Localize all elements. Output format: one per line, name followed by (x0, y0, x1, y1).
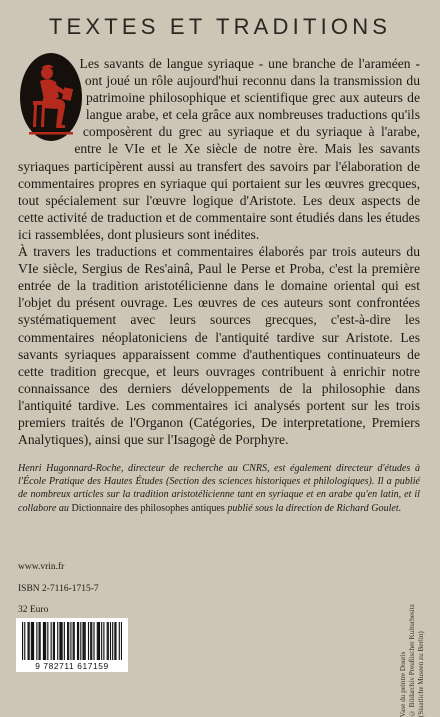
series-title: TEXTES ET TRADITIONS (48, 14, 392, 39)
author-biography (18, 462, 420, 515)
barcode-bars (22, 622, 122, 660)
author-bio-text: Henri Hugonnard-Roche, directeur de recherche au CNRS, est également directeur d'études à l'École Pratique des Hautes Études (Section des sciences historiques et philologiques). Il a publié de nombreux articles sur la tradition aristotélicienne tant en syriaque et en arabe qu'en latin, et il collabore au (18, 463, 420, 514)
credit-line-2: © Bildarchiv Preußischer Kulturbesitz (408, 604, 416, 717)
publisher-website: www.vrin.fr (18, 562, 65, 572)
dictionary-title: Dictionnaire des philosophes antiques (71, 502, 225, 514)
credit-line-3: (Staatliche Museen zu Berlin) (417, 631, 425, 717)
image-credit (399, 604, 440, 717)
description-paragraph-2: À travers les traductions et commentaires élaborés par trois auteurs du VIe siècle, Sergius de Res'ainâ, Paul le Perse et Proba, c'est la première entrée de la tradition aristotélicienne dans le domaine oriental qui est l'objet du présent ouvrage. Les œuvres de ces auteurs sont confrontées systématiquement avec leurs sources grecques, c'est-à-dire les commentaires néoplatoniciens de l'antiquité tardive sur Aristote. Les savants syriaques apparaissent comme d'authentiques continuateurs de cette tradition grecque, et leurs ouvrages contribuent à enrichir notre connaissance des derniers développements de la philosophie dans l'antiquité tardive. Les commentaires ici analysés portent sur les trois premiers traités de l'Organon (Catégories, De interpretatione, Premiers Analytiques), ainsi que sur l'Isagogè de Porphyre. (18, 244, 420, 448)
barcode (16, 618, 128, 672)
price: 32 Euro (18, 605, 49, 615)
isbn: ISBN 2-7116-1715-7 (18, 584, 99, 594)
credit-line-1: Vase du peintre Douris (399, 651, 407, 717)
barcode-digits: 9 782711 617159 (35, 661, 109, 671)
description-paragraph-1: Les savants de langue syriaque - une branche de l'araméen - ont joué un rôle aujourd'hui reconnu dans la transmission du patrimoine philosophique et scientifique grec aux auteurs de langue arabe, et cela grâce aux nombreuses traductions qu'ils composèrent du grec au syriaque et du syriaque à l'arabe, entre le VIe et le Xe siècle de notre ère. Mais les savants syriaques participèrent aussi au transfert des savoirs par l'élaboration de commentaires propres en syriaque qui portaient sur les œuvres grecques, tout spécialement sur l'œuvre logique d'Aristote. Les deux aspects de cette activité de traduction et de commentaire sont étudiés dans les études ici rassemblées, dont plusieurs sont inédites. (18, 56, 420, 242)
author-bio-text-end: publié sous la direction de Richard Goulet. (224, 502, 402, 514)
book-description (18, 55, 420, 448)
